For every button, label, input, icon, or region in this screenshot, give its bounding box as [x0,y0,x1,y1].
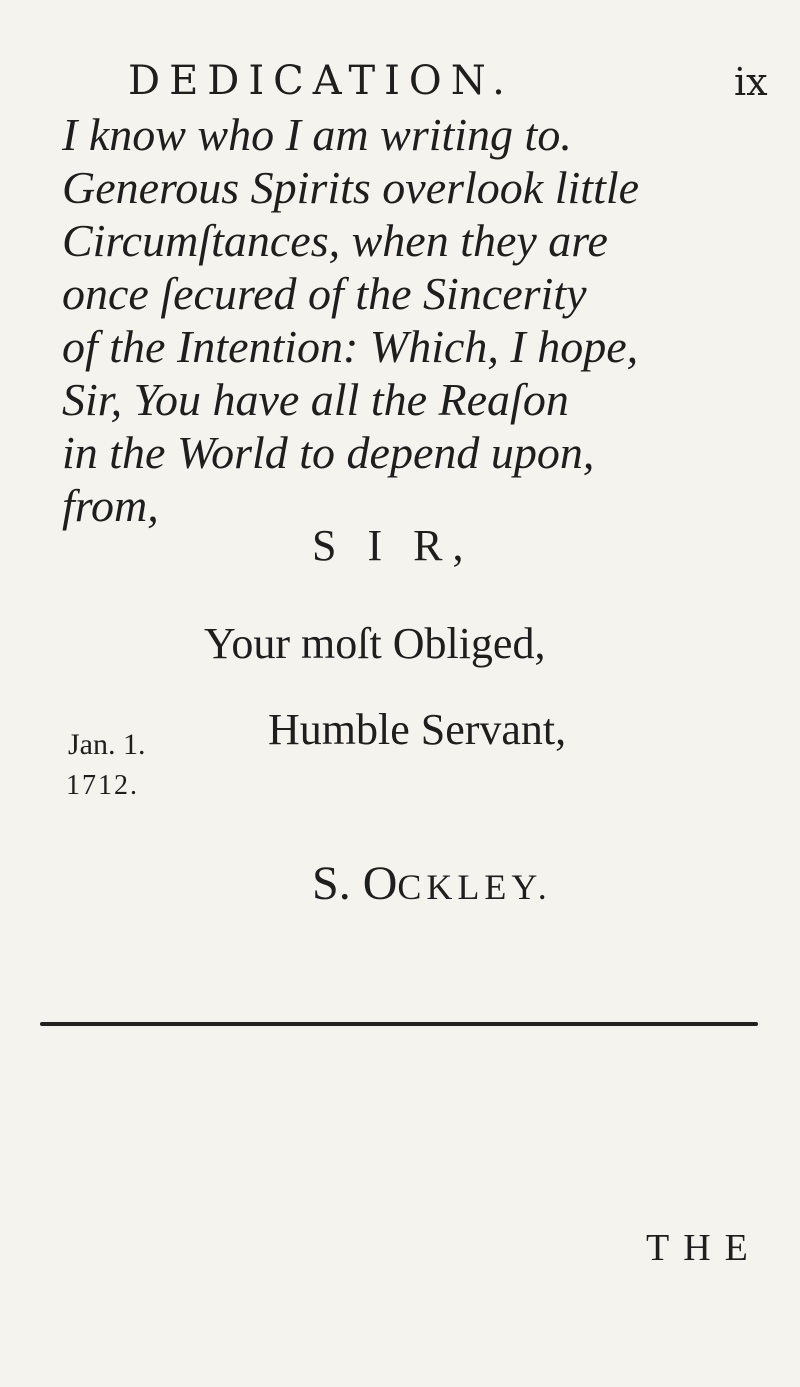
body-line: once ſecured of the Sincerity [62,268,587,319]
closing-phrase: Humble Servant, [268,705,567,754]
body-line: Sir, You have all the Reaſon [62,374,569,425]
dedication-body [62,108,762,532]
divider-rule [40,1022,758,1026]
author-signature [312,856,552,911]
salutation: S I R, [312,521,474,570]
body-line: I know who I am writing to. [62,109,572,160]
body-line: from, [62,480,159,531]
date-year: 1712. [66,770,139,801]
page-number: ix [734,60,768,104]
body-line: Circumſtances, when they are [62,215,608,266]
running-head: DEDICATION. [128,58,514,104]
body-line: Generous Spirits overlook little [62,162,640,213]
signature-initial: S. O [312,857,398,910]
date-day: Jan. 1. [68,728,146,761]
closing-phrase: Your moſt Obliged, [204,619,546,668]
signature-surname: CKLEY. [397,867,552,907]
body-line: in the World to depend upon, [62,427,595,478]
catchword: THE [646,1227,762,1269]
body-line: of the Intention: Which, I hope, [62,321,639,372]
